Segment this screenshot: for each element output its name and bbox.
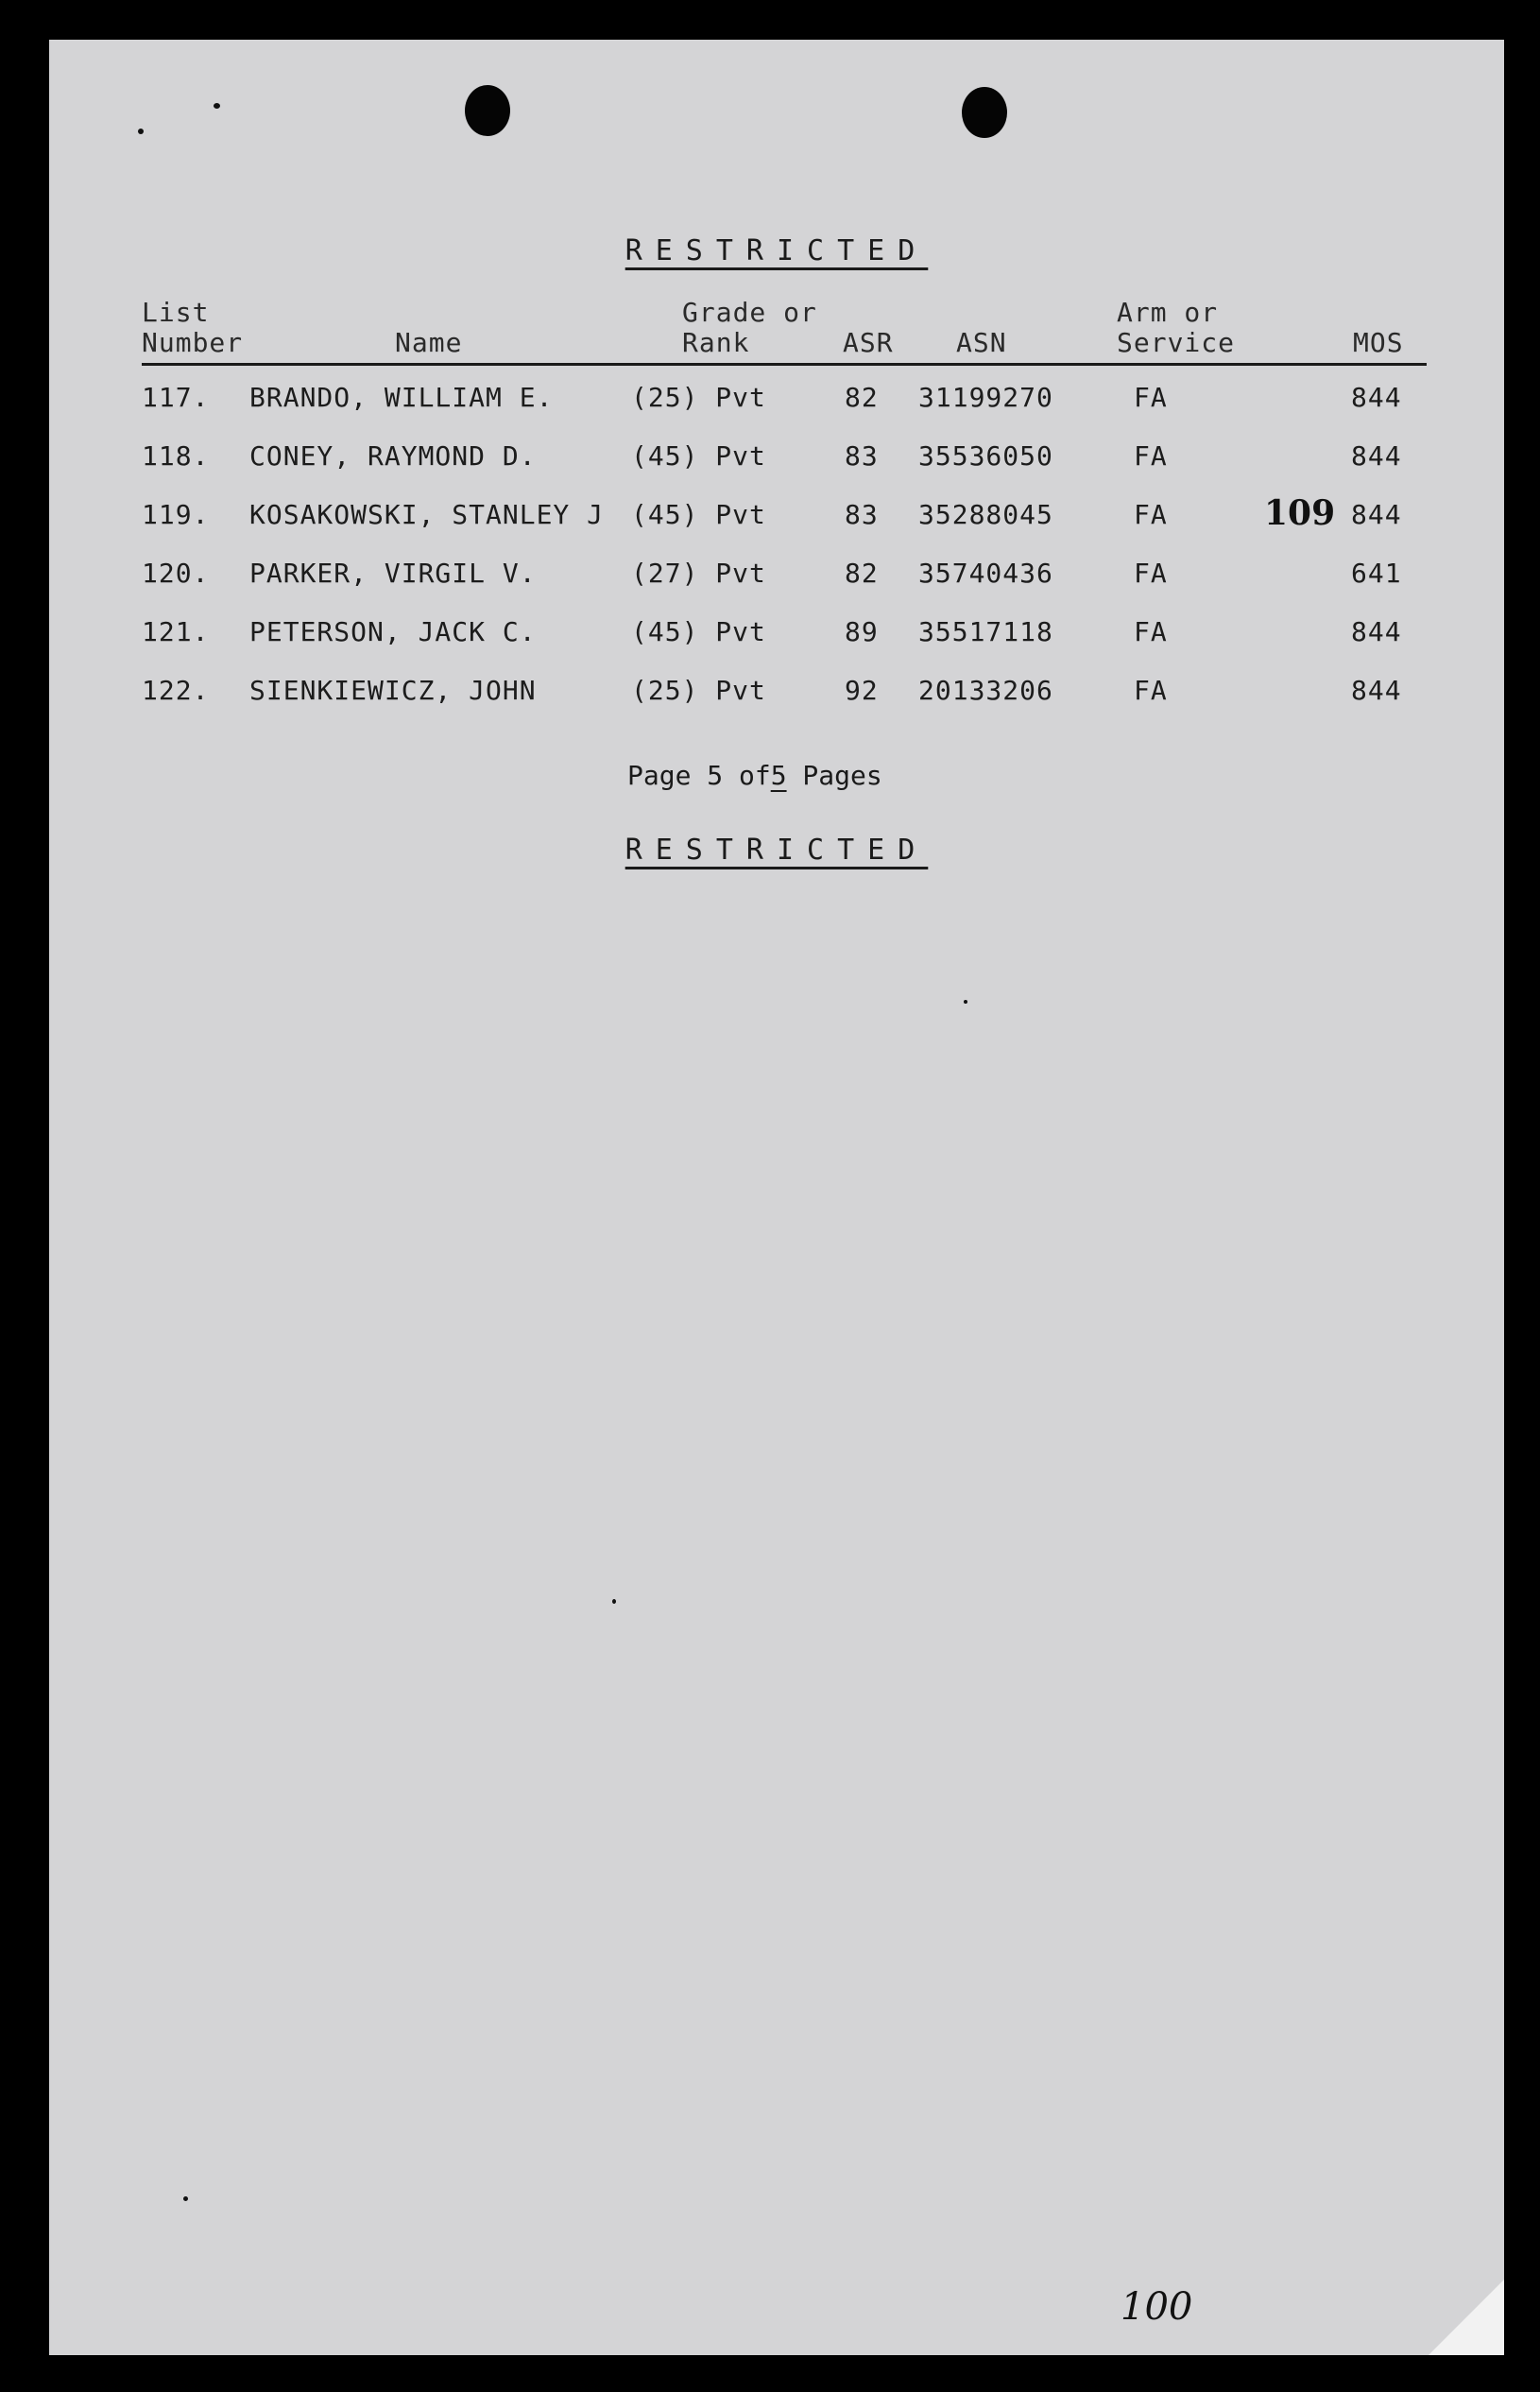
cell-mos: 844 [1351, 499, 1402, 530]
cell-asr: 82 [845, 382, 879, 413]
cell-grade: (45) Pvt [631, 616, 766, 647]
cell-grade: (27) Pvt [631, 558, 766, 589]
cell-asr: 92 [845, 675, 879, 706]
cell-asn: 35517118 [918, 616, 1053, 647]
cell-list-number: 117. [142, 382, 210, 413]
speck [183, 2196, 188, 2201]
cell-list-number: 118. [142, 440, 210, 472]
cell-asn: 35288045 [918, 499, 1053, 530]
punch-hole-left [465, 85, 510, 136]
stamped-number: 109 [1264, 493, 1336, 533]
cell-asn: 35740436 [918, 558, 1053, 589]
cell-mos: 844 [1351, 616, 1402, 647]
cell-name: CONEY, RAYMOND D. [249, 440, 537, 472]
page-total: 5 [770, 760, 787, 791]
cell-list-number: 120. [142, 558, 210, 589]
speck [964, 1000, 967, 1004]
document-page [49, 40, 1504, 2355]
punch-hole-right [962, 87, 1007, 138]
restricted-heading-bottom: RESTRICTED [625, 834, 929, 867]
cell-asr: 82 [845, 558, 879, 589]
cell-grade: (25) Pvt [631, 675, 766, 706]
cell-arm: FA [1134, 499, 1168, 530]
header-arm: Arm or [1117, 297, 1219, 328]
cell-asn: 20133206 [918, 675, 1053, 706]
cell-name: KOSAKOWSKI, STANLEY J [249, 499, 605, 530]
page-count-line [627, 760, 882, 791]
cell-grade: (25) Pvt [631, 382, 766, 413]
cell-name: PETERSON, JACK C. [249, 616, 537, 647]
cell-asr: 83 [845, 499, 879, 530]
header-list: List [142, 297, 210, 328]
speck [214, 103, 220, 109]
cell-mos: 641 [1351, 558, 1402, 589]
cell-mos: 844 [1351, 382, 1402, 413]
page-prefix: Page 5 of [627, 760, 771, 791]
cell-list-number: 119. [142, 499, 210, 530]
speck [612, 1599, 616, 1604]
cell-name: SIENKIEWICZ, JOHN [249, 675, 537, 706]
speck [138, 129, 144, 134]
cell-mos: 844 [1351, 675, 1402, 706]
header-grade: Grade or [682, 297, 817, 328]
header-number: Number [142, 327, 244, 358]
header-asn: ASN [956, 327, 1007, 358]
cell-asn: 31199270 [918, 382, 1053, 413]
cell-arm: FA [1134, 675, 1168, 706]
cell-mos: 844 [1351, 440, 1402, 472]
header-name: Name [395, 327, 463, 358]
cell-asn: 35536050 [918, 440, 1053, 472]
cell-asr: 83 [845, 440, 879, 472]
header-underline [142, 363, 1427, 366]
cell-arm: FA [1134, 616, 1168, 647]
cell-arm: FA [1134, 382, 1168, 413]
handwritten-number: 100 [1121, 2285, 1193, 2329]
cell-asr: 89 [845, 616, 879, 647]
page-suffix: Pages [786, 760, 882, 791]
header-asr: ASR [843, 327, 894, 358]
header-rank: Rank [682, 327, 750, 358]
cell-name: BRANDO, WILLIAM E. [249, 382, 554, 413]
header-service: Service [1117, 327, 1236, 358]
cell-grade: (45) Pvt [631, 440, 766, 472]
header-mos: MOS [1353, 327, 1404, 358]
restricted-heading-top: RESTRICTED [625, 234, 929, 267]
cell-list-number: 121. [142, 616, 210, 647]
cell-arm: FA [1134, 440, 1168, 472]
folded-corner [1429, 2280, 1504, 2355]
cell-name: PARKER, VIRGIL V. [249, 558, 537, 589]
cell-grade: (45) Pvt [631, 499, 766, 530]
cell-arm: FA [1134, 558, 1168, 589]
cell-list-number: 122. [142, 675, 210, 706]
